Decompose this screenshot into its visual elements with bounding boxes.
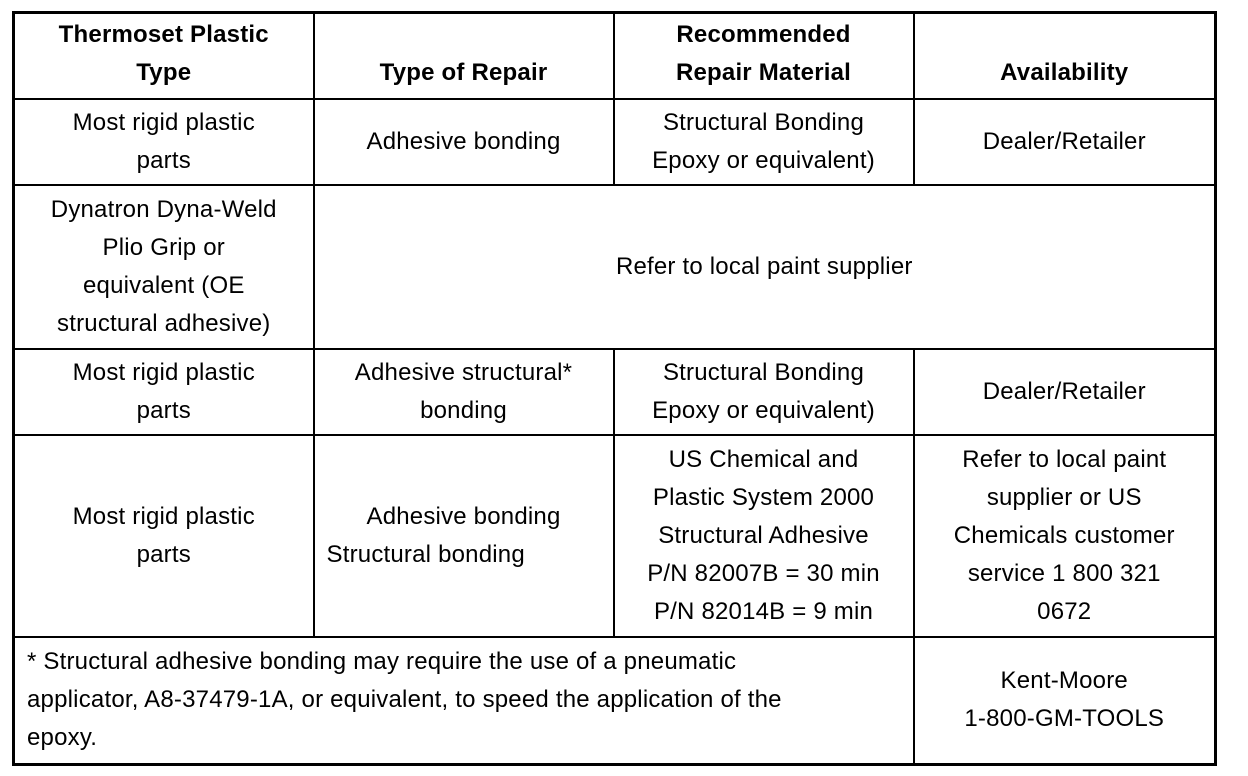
repair-materials-table bbox=[12, 11, 1217, 766]
table-row bbox=[14, 185, 1216, 349]
header-row bbox=[14, 13, 1216, 99]
cell-availability: Refer to local paint supplier or US Chemicals customer service 1 800 321 0672 bbox=[914, 435, 1216, 637]
cell-repair-material: Structural Bonding Epoxy or equivalent) bbox=[614, 99, 914, 185]
table-row bbox=[14, 99, 1216, 185]
cell-repair-type: Adhesive structural* bonding bbox=[314, 349, 614, 435]
cell-plastic-type: Most rigid plastic parts bbox=[14, 349, 314, 435]
cell-plastic-type: Dynatron Dyna-Weld Plio Grip or equivalent (OE structural adhesive) bbox=[14, 185, 314, 349]
header-thermoset-plastic-type: Thermoset Plastic Type bbox=[14, 13, 314, 99]
table-row bbox=[14, 349, 1216, 435]
cell-availability: Dealer/Retailer bbox=[914, 99, 1216, 185]
header-type-of-repair: Type of Repair bbox=[314, 13, 614, 99]
cell-repair-material: US Chemical and Plastic System 2000 Structural Adhesive P/N 82007B = 30 min P/N 82014B = 9 min bbox=[614, 435, 914, 637]
footnote-pneumatic-applicator: * Structural adhesive bonding may require the use of a pneumatic applicator, A8-37479-1A, or equivalent, to speed the application of the epoxy. bbox=[14, 637, 914, 765]
cell-availability: Dealer/Retailer bbox=[914, 349, 1216, 435]
table-row bbox=[14, 435, 1216, 637]
header-availability: Availability bbox=[914, 13, 1216, 99]
footer-row bbox=[14, 637, 1216, 765]
header-recommended-repair-material: Recommended Repair Material bbox=[614, 13, 914, 99]
repair-materials-table-container bbox=[12, 11, 1214, 763]
cell-repair-type: Adhesive bonding Structural bonding bbox=[314, 435, 614, 637]
cell-merged-refer-supplier: Refer to local paint supplier bbox=[314, 185, 1216, 349]
cell-repair-type: Adhesive bonding bbox=[314, 99, 614, 185]
cell-repair-material: Structural Bonding Epoxy or equivalent) bbox=[614, 349, 914, 435]
cell-plastic-type: Most rigid plastic parts bbox=[14, 435, 314, 637]
cell-plastic-type: Most rigid plastic parts bbox=[14, 99, 314, 185]
cell-kent-moore-contact: Kent-Moore 1-800-GM-TOOLS bbox=[914, 637, 1216, 765]
